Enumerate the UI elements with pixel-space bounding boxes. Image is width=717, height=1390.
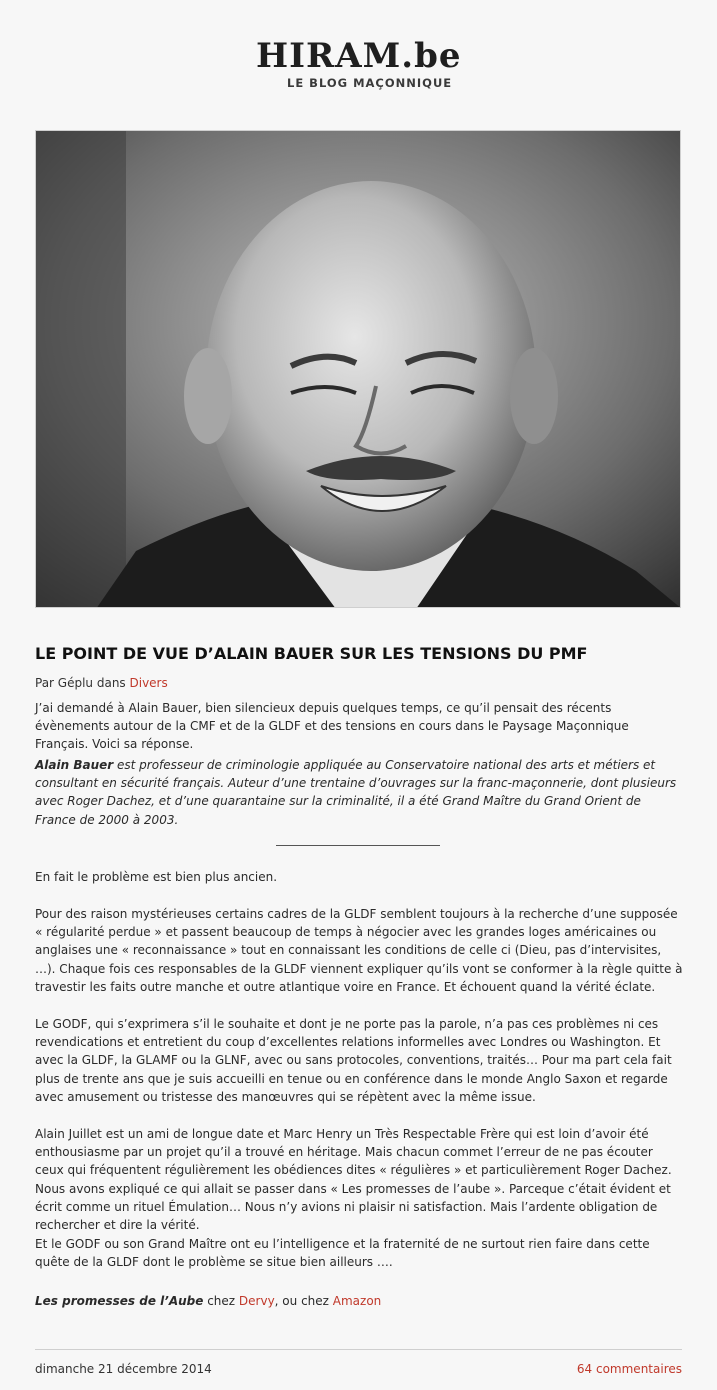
article-meta xyxy=(35,676,168,690)
category-link[interactable]: Divers xyxy=(129,676,168,690)
paragraph-2: Pour des raison mystérieuses certains cadres de la GLDF semblent toujours à la recherche d’une supposée « régularité perdue » et passent beaucoup de temps à négocier avec les grandes loges américaines ou anglaises une « reconnaissance » tout en connaissant les conditions de celle ci (Dieu, pas d’intervisites, …). Chaque fois ces responsables de la GLDF viennent expliquer qu’ils vont se conformer à la règle quitte à travestir les faits outre manche et outre atlantique voire en France. Et échouent quand la vérité éclate. xyxy=(35,907,683,994)
paragraph-4: Alain Juillet est un ami de longue date et Marc Henry un Très Respectable Frère qui est loin d’avoir été enthousiasme par un projet qu’il a trouvé en héritage. Mais chacun commet l’erreur de ne pas écouter ceux qui fréquentent régulièrement les obédiences dites « régulières » et particulièrement Roger Dachez. Nous avons expliqué ce qui allait se passer dans « Les promesses de l’aube ». Parceque c’était évident et écrit comme un rituel Émulation… Nous n’y avions ni plaisir ni satisfaction. Mais l’ardente obligation de rechercher et dire la vérité. xyxy=(35,1127,672,1233)
site-logo[interactable]: HIRAM.be xyxy=(256,36,462,76)
bio-text: est professeur de criminologie appliquée au Conservatoire national des arts et métiers et consultant en sécurité français. Auteur d’une trentaine d’ouvrages sur la franc-maçonnerie, dont plusieurs avec Roger Dachez, et d’une quarantaine sur la criminalité, il a été Grand Maître du Grand Orient de France de 2000 à 2003. xyxy=(35,758,677,827)
book-line xyxy=(35,1292,685,1310)
author-byline: Par Géplu dans xyxy=(35,676,130,690)
amazon-link[interactable]: Amazon xyxy=(332,1294,382,1308)
article-title[interactable]: LE POINT DE VUE D’ALAIN BAUER SUR LES TENSIONS DU PMF xyxy=(35,644,588,663)
bio-name: Alain Bauer xyxy=(35,758,114,772)
footer-divider xyxy=(35,1349,682,1350)
article-photo xyxy=(35,130,681,608)
separator-line xyxy=(276,845,440,846)
site-tagline: LE BLOG MAÇONNIQUE xyxy=(287,76,453,90)
paragraph-1: En fait le problème est bien plus ancien. xyxy=(35,870,278,884)
paragraph-5: Et le GODF ou son Grand Maître ont eu l’intelligence et la fraternité de ne surtout rien faire dans cette quête de la GLDF dont le problème se situe bien ailleurs …. xyxy=(35,1237,650,1270)
comments-link[interactable]: 64 commentaires xyxy=(576,1362,682,1376)
book-chez: chez xyxy=(203,1294,239,1308)
dervy-link[interactable]: Dervy xyxy=(238,1294,275,1308)
intro-paragraph: J’ai demandé à Alain Bauer, bien silencieux depuis quelques temps, ce qu’il pensait des récents évènements autour de la CMF et de la GLDF et des tensions en cours dans le Paysage Maçonnique Français. Voici sa réponse. xyxy=(35,701,629,752)
bio-paragraph xyxy=(35,756,685,829)
portrait-image xyxy=(36,131,681,608)
book-ou: , ou chez xyxy=(274,1294,333,1308)
site-header xyxy=(0,0,717,110)
paragraph-3: Le GODF, qui s’exprimera s’il le souhaite et dont je ne porte pas la parole, n’a pas ces problèmes ni ces revendications et entretient du coup d’excellentes relations informelles avec Londres ou Washington. Et avec la GLDF, la GLAMF ou la GLNF, avec ou sans protocoles, conventions, traités… Pour ma part cela fait plus de trente ans que je suis accueilli en tenue ou en conférence dans le monde Anglo Saxon et regarde avec amusement ou tristesse des manœuvres qui se répètent avec la même issue. xyxy=(35,1017,672,1104)
post-date: dimanche 21 décembre 2014 xyxy=(35,1362,212,1376)
book-title: Les promesses de l’Aube xyxy=(35,1294,204,1308)
